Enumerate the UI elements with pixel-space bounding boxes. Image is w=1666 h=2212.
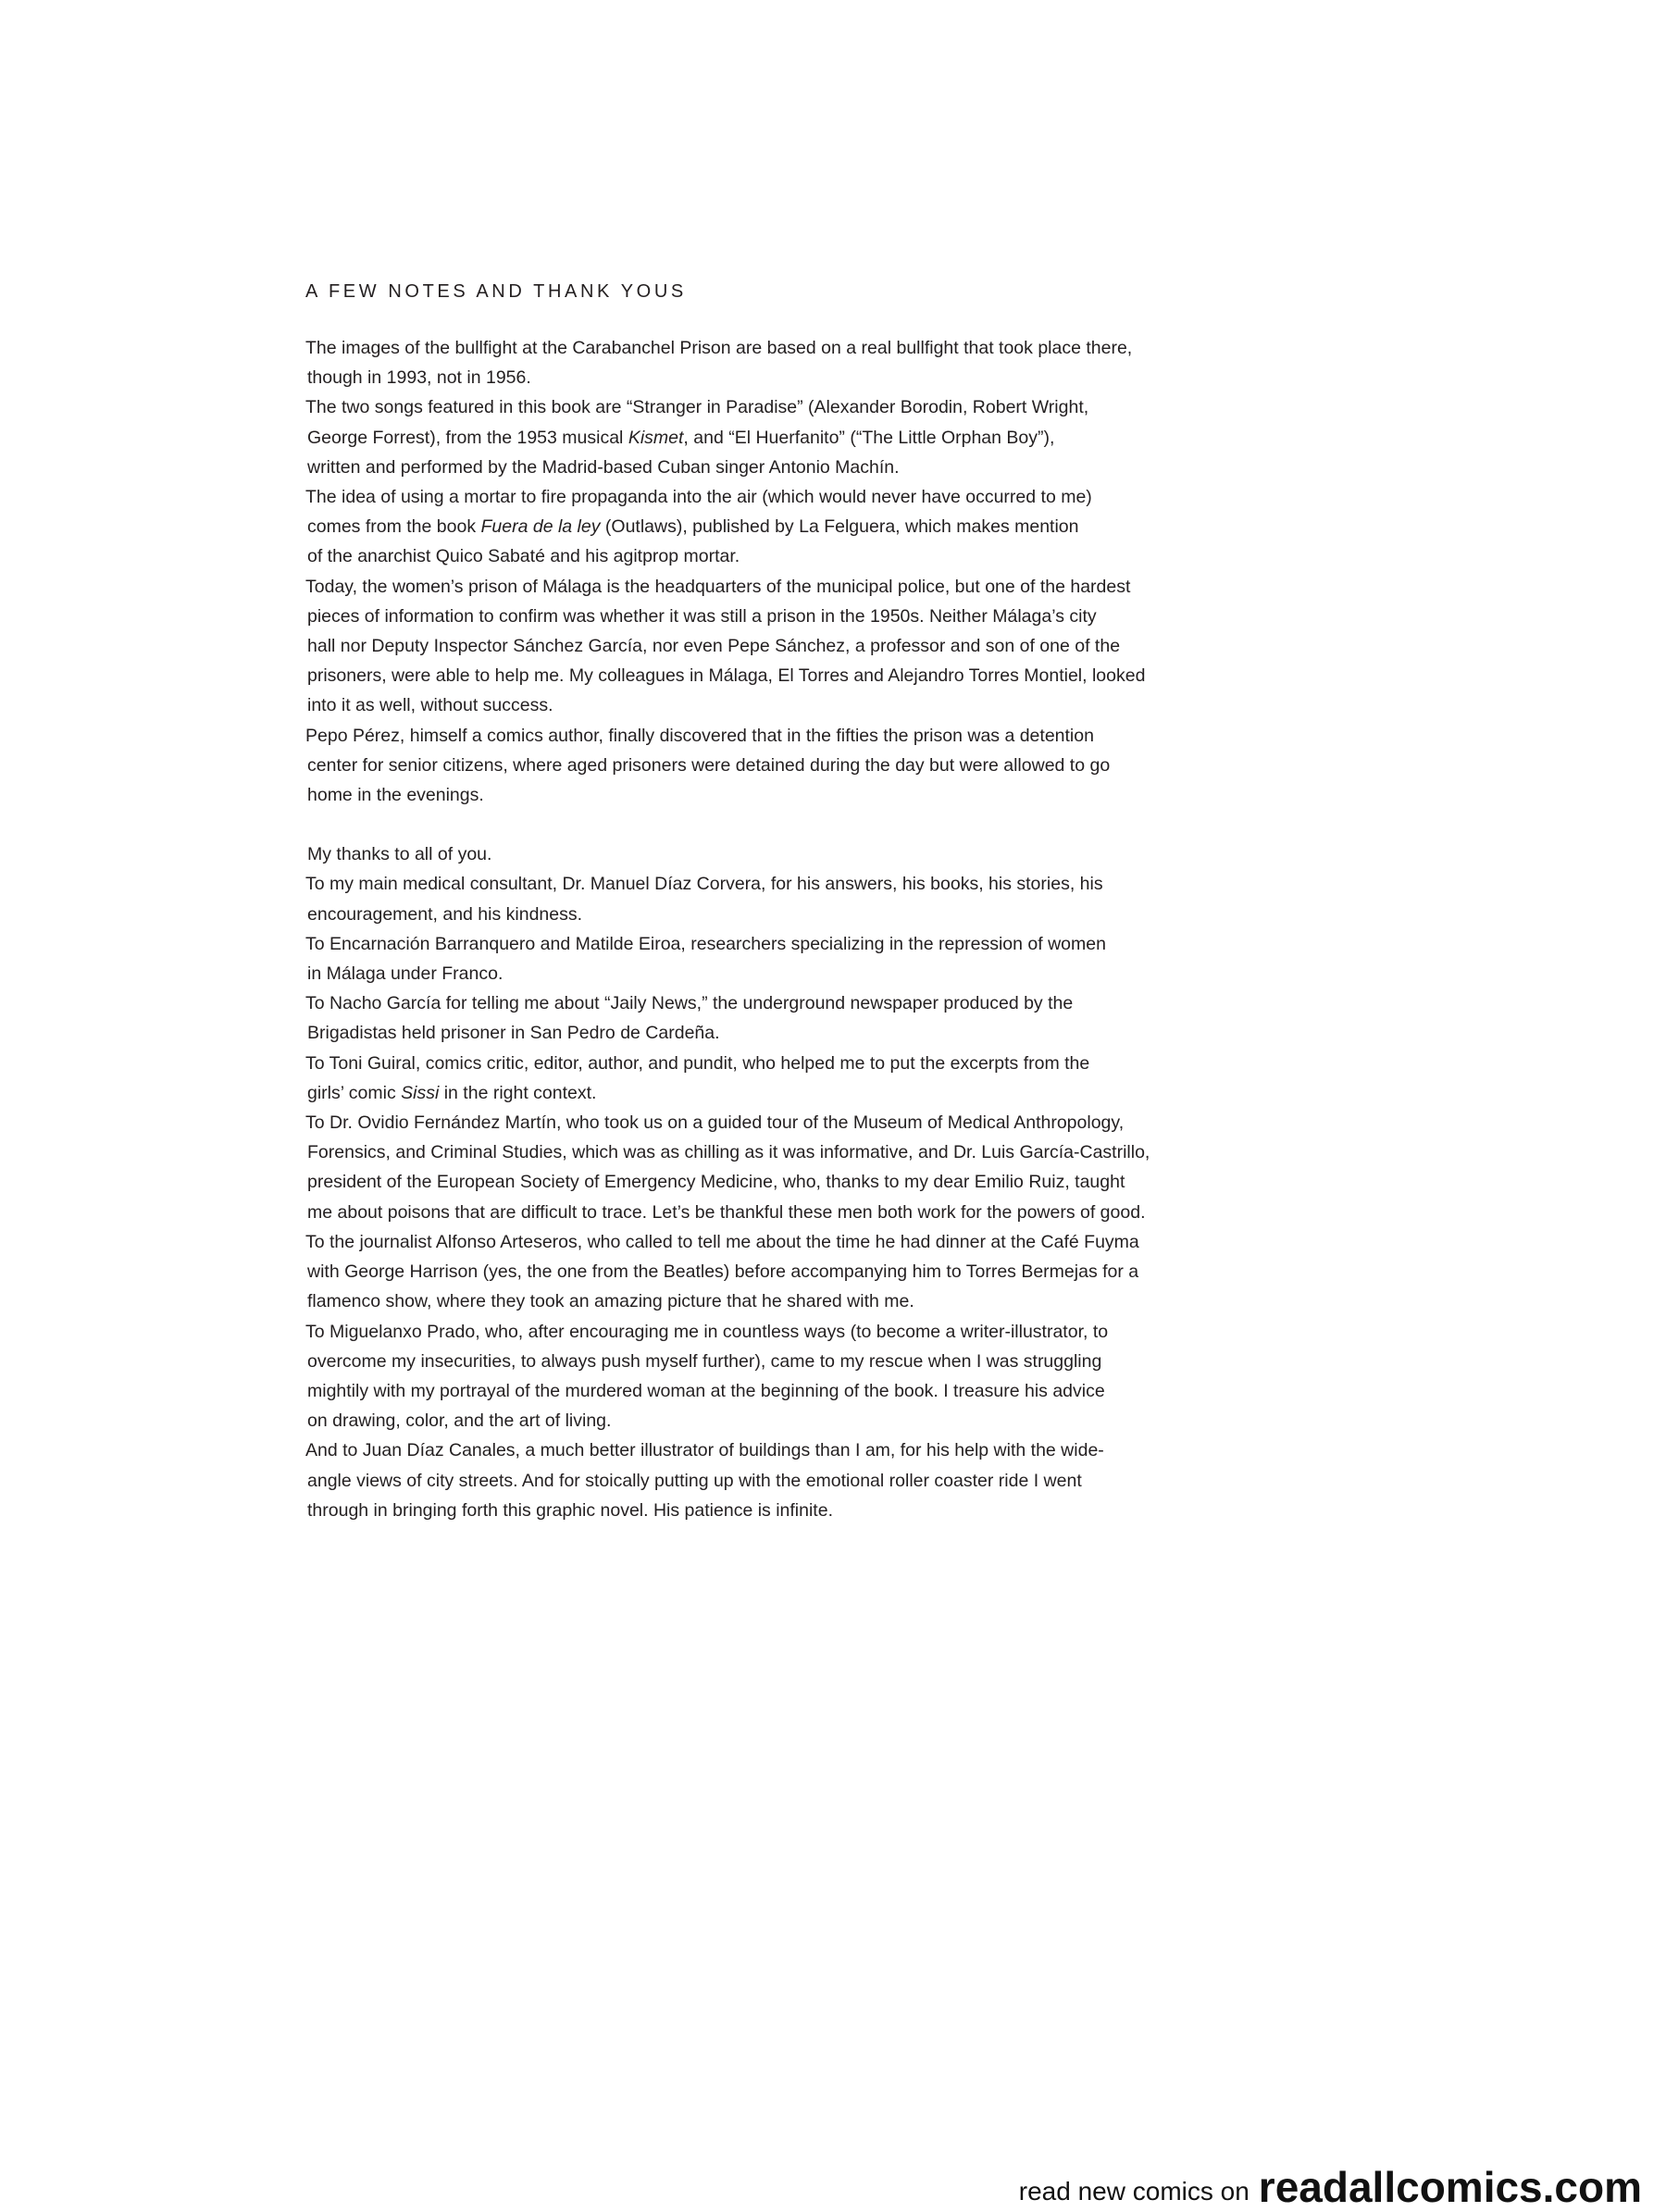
text-line: Today, the women’s prison of Málaga is the headquarters of the municipal police, but one of the hardest xyxy=(305,576,1131,597)
thanks-section xyxy=(305,839,1250,1525)
text-line: And to Juan Díaz Canales, a much better illustrator of buildings than I am, for his help with the wide- xyxy=(305,1440,1104,1461)
text-line: on drawing, color, and the art of living. xyxy=(307,1410,612,1432)
book-title-italic: Fuera de la ley xyxy=(480,516,601,538)
text-run: , and “El Huerfanito” (“The Little Orphan Boy”), xyxy=(683,427,1055,448)
text-line xyxy=(305,423,1250,453)
text-line: My thanks to all of you. xyxy=(307,844,492,865)
comic-title-italic: Sissi xyxy=(401,1082,440,1103)
text-line: The two songs featured in this book are “Stranger in Paradise” (Alexander Borodin, Robert Wright, xyxy=(305,397,1089,418)
text-line: me about poisons that are difficult to trace. Let’s be thankful these men both work for the powers of good. xyxy=(307,1201,1146,1223)
text-run: comes from the book xyxy=(307,516,481,538)
thanks-paragraph-juan xyxy=(305,1435,1250,1525)
text-line: Pepo Pérez, himself a comics author, finally discovered that in the fifties the prison was a detention xyxy=(305,725,1094,746)
notes-section xyxy=(305,333,1250,810)
text-line: mightily with my portrayal of the murdered woman at the beginning of the book. I treasure his advice xyxy=(307,1380,1105,1401)
text-line: flamenco show, where they took an amazing picture that he shared with me. xyxy=(307,1291,914,1312)
note-paragraph-detention xyxy=(305,721,1250,811)
note-paragraph-songs xyxy=(305,392,1250,482)
text-line: To Encarnación Barranquero and Matilde Eiroa, researchers specializing in the repression of women xyxy=(305,933,1106,954)
text-line: prisoners, were able to help me. My colleagues in Málaga, El Torres and Alejandro Torres Montiel, looked xyxy=(307,665,1146,687)
thanks-paragraph-comics-critic xyxy=(305,1049,1250,1108)
text-line: though in 1993, not in 1956. xyxy=(307,367,531,389)
thanks-paragraph-miguelanxo xyxy=(305,1317,1250,1436)
text-line: encouragement, and his kindness. xyxy=(307,903,583,925)
note-paragraph-prison xyxy=(305,572,1250,721)
text-line: hall nor Deputy Inspector Sánchez García, nor even Pepe Sánchez, a professor and son of one of the xyxy=(307,636,1121,657)
page-heading: A FEW NOTES AND THANK YOUS xyxy=(305,281,687,302)
text-line: To the journalist Alfonso Arteseros, who called to tell me about the time he had dinner at the Café Fuyma xyxy=(305,1231,1139,1252)
thanks-paragraph-museum xyxy=(305,1108,1250,1227)
thanks-paragraph-researchers xyxy=(305,929,1250,988)
text-line: To Toni Guiral, comics critic, editor, author, and pundit, who helped me to put the excerpts from the xyxy=(305,1052,1090,1074)
text-line: To my main medical consultant, Dr. Manuel Díaz Corvera, for his answers, his books, his stories, his xyxy=(305,874,1103,895)
text-line: center for senior citizens, where aged prisoners were detained during the day but were allowed to go xyxy=(307,754,1111,776)
watermark-site: readallcomics.com xyxy=(1258,2163,1642,2211)
text-line: president of the European Society of Emergency Medicine, who, thanks to my dear Emilio Ruiz, taught xyxy=(307,1172,1125,1193)
note-paragraph-mortar xyxy=(305,482,1250,572)
text-line: home in the evenings. xyxy=(307,785,484,806)
thanks-paragraph-jaily-news xyxy=(305,988,1250,1048)
text-line: overcome my insecurities, to always push myself further), came to my rescue when I was struggling xyxy=(307,1350,1102,1372)
text-line: To Miguelanxo Prado, who, after encouraging me in countless ways (to become a writer-illustrator, to xyxy=(305,1321,1109,1342)
notes-page-body xyxy=(305,278,1250,1525)
site-watermark xyxy=(1019,2153,1642,2212)
text-line: The images of the bullfight at the Carabanchel Prison are based on a real bullfight that took place there, xyxy=(305,338,1133,358)
text-line: To Nacho García for telling me about “Jaily News,” the underground newspaper produced by the xyxy=(305,993,1074,1014)
note-paragraph-bullfight xyxy=(305,333,1250,392)
text-line: written and performed by the Madrid-based Cuban singer Antonio Machín. xyxy=(307,456,900,478)
text-run: in the right context. xyxy=(439,1082,597,1103)
text-line: Brigadistas held prisoner in San Pedro de Cardeña. xyxy=(307,1023,720,1044)
text-line: Forensics, and Criminal Studies, which was as chilling as it was informative, and Dr. Luis García-Castrillo, xyxy=(307,1142,1150,1163)
thanks-paragraph-medical xyxy=(305,869,1250,928)
text-line: pieces of information to confirm was whether it was still a prison in the 1950s. Neither Málaga’s city xyxy=(307,605,1097,627)
text-line xyxy=(305,1078,1250,1108)
text-line: To Dr. Ovidio Fernández Martín, who took us on a guided tour of the Museum of Medical Anthropology, xyxy=(305,1112,1125,1134)
book-title-italic: Kismet xyxy=(628,427,684,448)
thanks-paragraph-journalist xyxy=(305,1227,1250,1317)
text-run: (Outlaws), published by La Felguera, which makes mention xyxy=(600,516,1079,538)
section-gap xyxy=(305,810,1250,839)
text-run: George Forrest), from the 1953 musical xyxy=(307,427,628,448)
thanks-paragraph-intro xyxy=(305,839,1250,869)
watermark-prefix: read new comics on xyxy=(1018,2177,1250,2206)
text-line: of the anarchist Quico Sabaté and his agitprop mortar. xyxy=(307,546,740,567)
text-line: into it as well, without success. xyxy=(307,695,553,716)
text-line: angle views of city streets. And for stoically putting up with the emotional roller coaster ride I went xyxy=(307,1470,1082,1491)
text-run: girls’ comic xyxy=(307,1082,402,1103)
text-line: in Málaga under Franco. xyxy=(307,963,504,985)
text-line: with George Harrison (yes, the one from the Beatles) before accompanying him to Torres Bermejas for a xyxy=(307,1261,1139,1283)
text-line: through in bringing forth this graphic novel. His patience is infinite. xyxy=(307,1499,833,1521)
text-line xyxy=(305,512,1250,541)
text-line: The idea of using a mortar to fire propaganda into the air (which would never have occurred to me) xyxy=(305,487,1092,508)
